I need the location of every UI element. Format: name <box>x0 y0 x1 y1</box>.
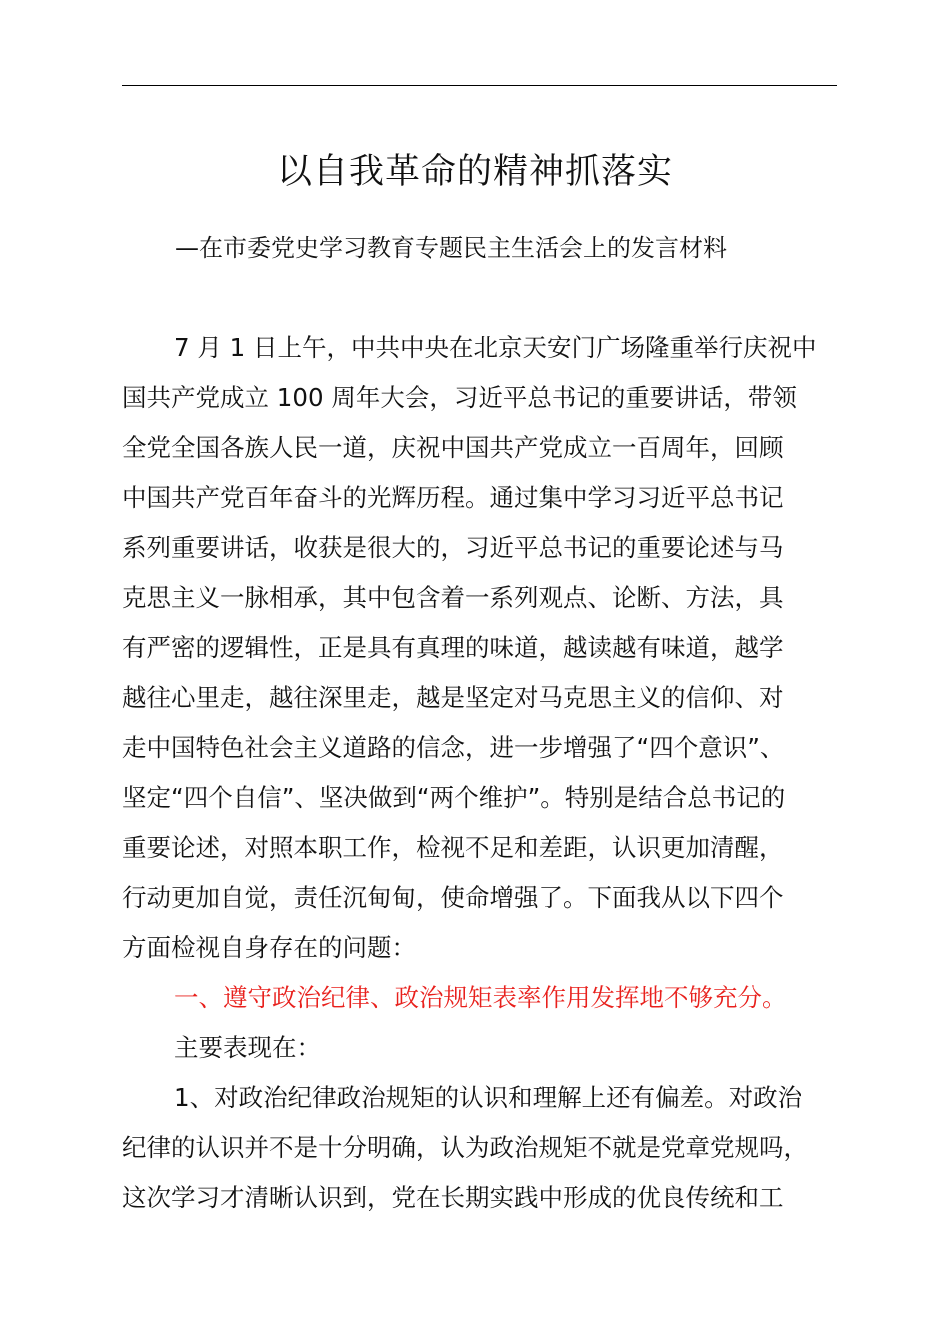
intro-line: 克思主义一脉相承，其中包含着一系列观点、论断、方法，具 <box>122 583 784 612</box>
point-1-line: 1、对政治纪律政治规矩的认识和理解上还有偏差。对政治 <box>174 1083 803 1112</box>
intro-line: 系列重要讲话，收获是很大的，习近平总书记的重要论述与马 <box>122 533 784 562</box>
intro-line: 越往心里走，越往深里走，越是坚定对马克思主义的信仰、对 <box>122 683 784 712</box>
intro-line: 中国共产党百年奋斗的光辉历程。通过集中学习习近平总书记 <box>122 483 784 512</box>
point-1-line: 这次学习才清晰认识到，党在长期实践中形成的优良传统和工 <box>122 1183 784 1212</box>
main-label <box>122 1023 852 1073</box>
intro-line: 坚定“四个自信”、坚决做到“两个维护”。特别是结合总书记的 <box>122 783 786 812</box>
intro-line: 国共产党成立 100 周年大会，习近平总书记的重要讲话，带领 <box>122 383 797 412</box>
document-subtitle: —在市委党史学习教育专题民主生活会上的发言材料 <box>175 234 727 262</box>
intro-line: 有严密的逻辑性，正是具有真理的味道，越读越有味道，越学 <box>122 633 784 662</box>
document-title: 以自我革命的精神抓落实 <box>276 152 673 192</box>
section-heading <box>122 973 852 1023</box>
intro-line: 重要论述，对照本职工作，检视不足和差距，认识更加清醒， <box>122 833 784 862</box>
section-heading-text: 一、遵守政治纪律、政治规矩表率作用发挥地不够充分。 <box>174 983 787 1012</box>
point-1-line: 纪律的认识并不是十分明确，认为政治规矩不就是党章党规吗， <box>122 1133 808 1162</box>
intro-line: 全党全国各族人民一道，庆祝中国共产党成立一百周年，回顾 <box>122 433 784 462</box>
intro-line: 走中国特色社会主义道路的信念，进一步增强了“四个意识”、 <box>122 733 785 762</box>
header-rule <box>122 85 837 86</box>
main-label-text: 主要表现在： <box>174 1033 321 1062</box>
intro-paragraph <box>122 323 852 973</box>
intro-line: 7 月 1 日上午，中共中央在北京天安门广场隆重举行庆祝中 <box>174 333 817 362</box>
intro-line: 方面检视自身存在的问题： <box>122 933 416 962</box>
intro-line: 行动更加自觉，责任沉甸甸，使命增强了。下面我从以下四个 <box>122 883 784 912</box>
point-1-paragraph <box>122 1073 852 1223</box>
